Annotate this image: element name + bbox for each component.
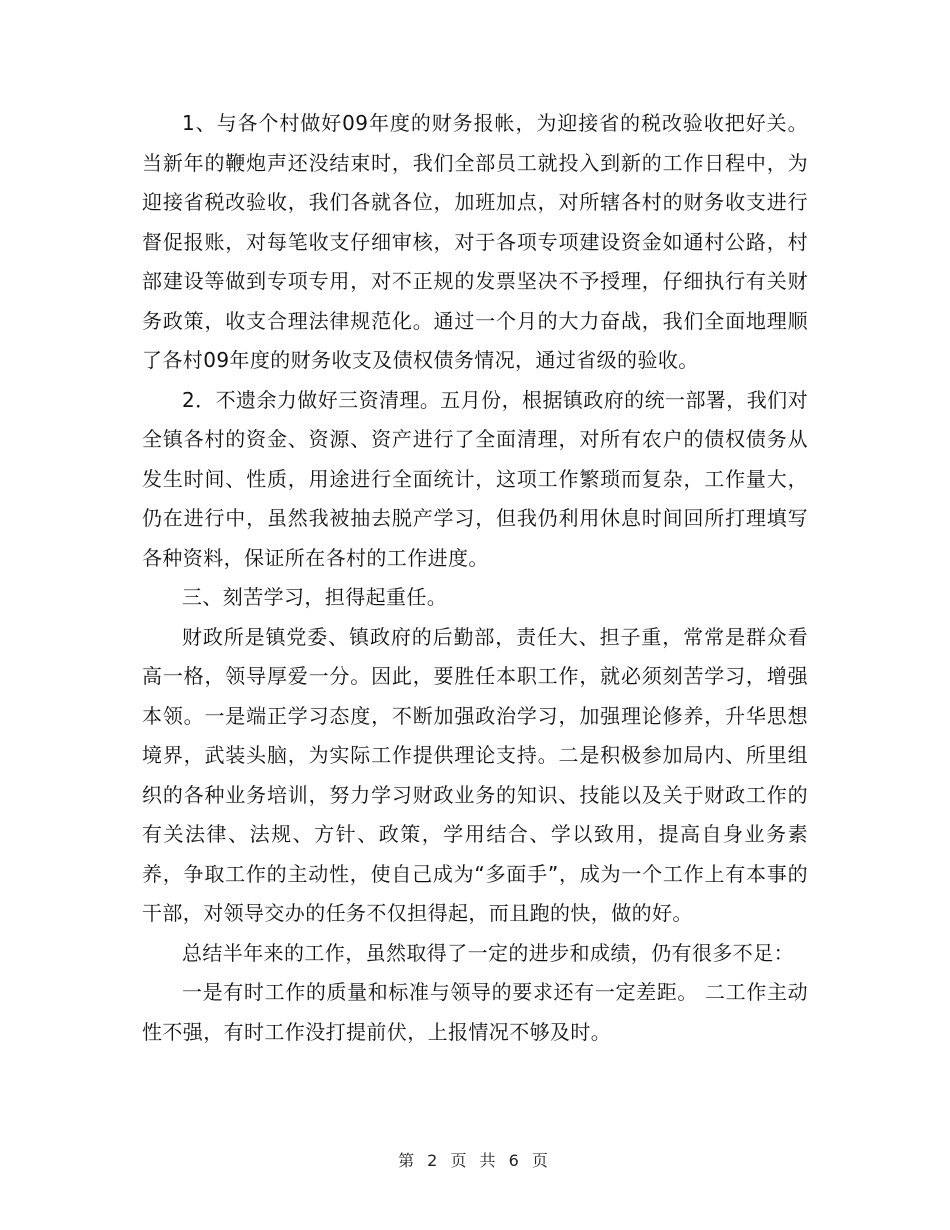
section-heading-study: 三、刻苦学习，担得起重任。 xyxy=(182,585,448,609)
document-body xyxy=(142,104,808,1052)
paragraph-summary: 总结半年来的工作，虽然取得了一定的进步和成绩，仍有很多不足： xyxy=(182,940,794,965)
paragraph-study-details: 财政所是镇党委、镇政府的后勤部，责任大、担子重，常常是群众看高一格，领导厚爱一分。因此，要胜任本职工作，就必须刻苦学习，增强本领。一是端正学习态度，不断加强政治学习，加强理论修养，升华思想境界，武装头脑，为实际工作提供理论支持。二是积极参加局内、所里组织的各种业务培训，努力学习财政业务的知识、技能以及关于财政工作的有关法律、法规、方针、政策，学用结合、学以致用，提高自身业务素养，争取工作的主动性，使自己成为“多面手”，成为一个工作上有本事的干部，对领导交办的任务不仅担得起，而且跑的快，做的好。 xyxy=(142,624,808,925)
paragraph-three-assets-cleanup: 2．不遗余力做好三资清理。五月份，根据镇政府的统一部署，我们对全镇各村的资金、资源、资产进行了全面清理，对所有农户的债权债务从发生时间、性质，用途进行全面统计，这项工作繁琐而复杂，工作量大，仍在进行中，虽然我被抽去脱产学习，但我仍利用休息时间回所打理填写各种资料，保证所在各村的工作进度。 xyxy=(142,387,808,570)
page-number-footer: 第 2 页 共 6 页 xyxy=(398,1151,552,1170)
paragraph-shortcomings: 一是有时工作的质量和标准与领导的要求还有一定差距。 二工作主动性不强，有时工作没打提前伏，上报情况不够及时。 xyxy=(142,980,808,1044)
paragraph-financial-reporting: 1、与各个村做好09年度的财务报帐，为迎接省的税改验收把好关。当新年的鞭炮声还没结束时，我们全部员工就投入到新的工作日程中，为迎接省税改验收，我们各就各位，加班加点，对所辖各村的财务收支进行督促报账，对每笔收支仔细审核，对于各项专项建设资金如通村公路，村部建设等做到专项专用，对不正规的发票坚决不予授理，仔细执行有关财务政策，收支合理法律规范化。通过一个月的大力奋战，我们全面地理顺了各村09年度的财务收支及债权债务情况，通过省级的验收。 xyxy=(142,111,808,372)
